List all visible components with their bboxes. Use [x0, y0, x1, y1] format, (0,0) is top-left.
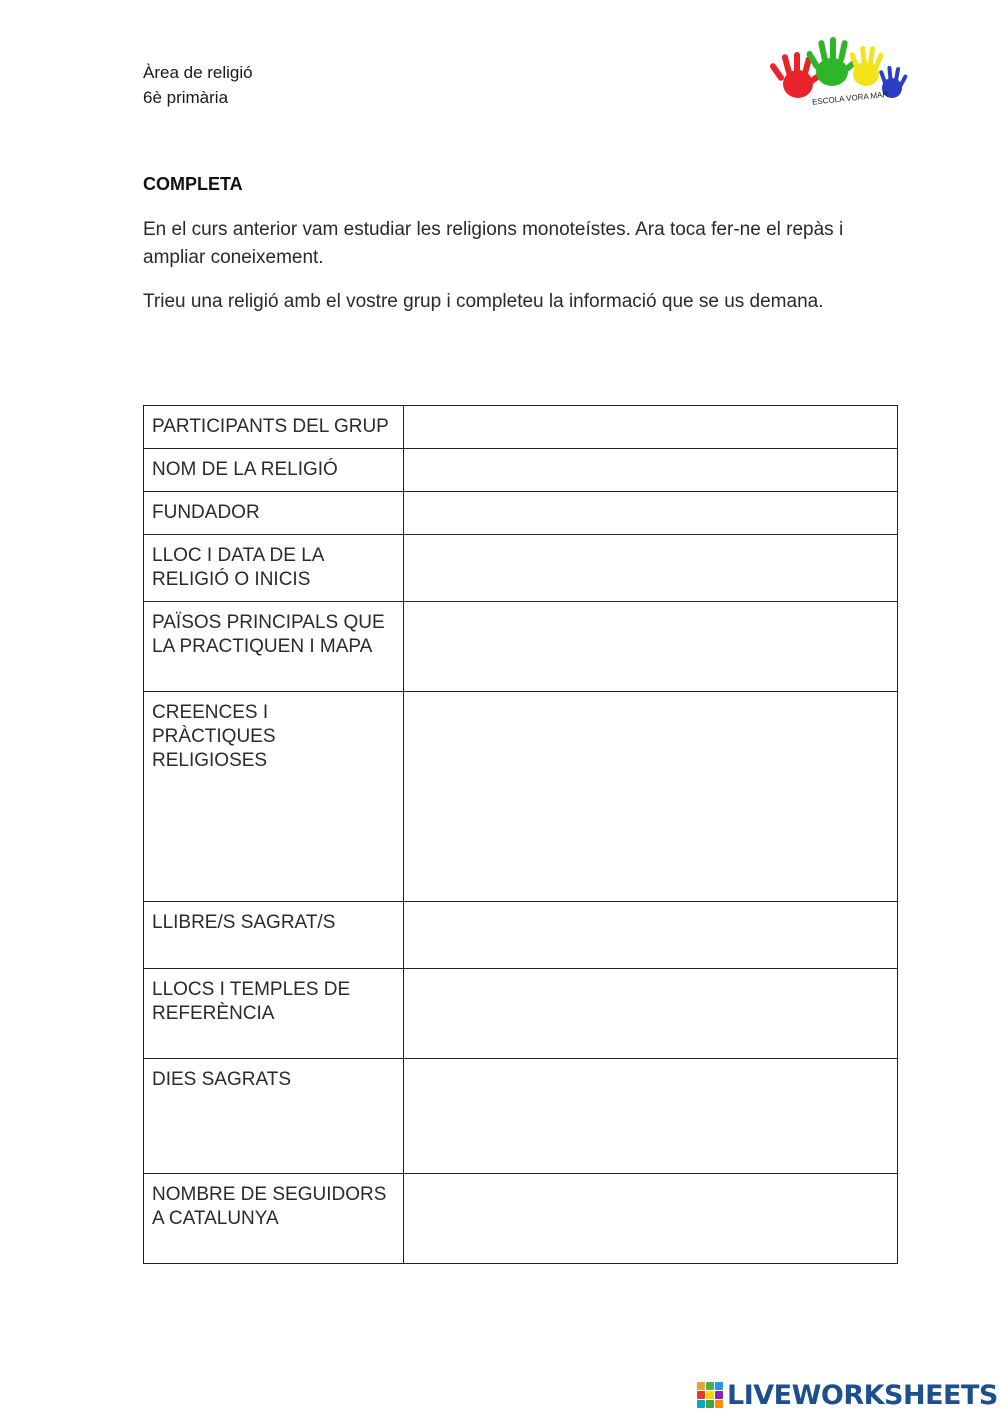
exercise-title: COMPLETA	[143, 174, 243, 194]
row-label-holy-days: DIES SAGRATS	[144, 1059, 404, 1174]
page-header	[143, 60, 253, 110]
row-label-beliefs: CREENCES I PRÀCTIQUES RELIGIOSES	[144, 692, 404, 902]
answer-field-sacred-books[interactable]	[404, 902, 898, 969]
liveworksheets-logo-icon	[697, 1382, 723, 1408]
worksheet-table	[143, 405, 898, 1264]
answer-field-followers[interactable]	[404, 1174, 898, 1264]
table-row	[144, 1059, 898, 1174]
row-label-sacred-books: LLIBRE/S SAGRAT/S	[144, 902, 404, 969]
row-label-temples: LLOCS I TEMPLES DE REFERÈNCIA	[144, 969, 404, 1059]
subject-line: Àrea de religió	[143, 63, 253, 82]
row-label-participants: PARTICIPANTS DEL GRUP	[144, 406, 404, 449]
answer-field-origin[interactable]	[404, 535, 898, 602]
instructions-paragraph: Trieu una religió amb el vostre grup i completeu la informació que se us demana.	[143, 291, 824, 312]
table-row	[144, 535, 898, 602]
table-row	[144, 449, 898, 492]
watermark-text: LIVEWORKSHEETS	[727, 1379, 998, 1411]
answer-field-countries[interactable]	[404, 602, 898, 692]
intro-paragraph: En el curs anterior vam estudiar les religions monoteístes. Ara toca fer-ne el repàs i ampliar coneixement.	[143, 219, 844, 268]
liveworksheets-watermark	[697, 1378, 998, 1412]
row-label-religion-name: NOM DE LA RELIGIÓ	[144, 449, 404, 492]
table-row	[144, 1174, 898, 1264]
table-row	[144, 602, 898, 692]
table-row	[144, 902, 898, 969]
table-row	[144, 406, 898, 449]
school-logo	[768, 34, 910, 106]
table-row	[144, 692, 898, 902]
table-row	[144, 492, 898, 535]
answer-field-religion-name[interactable]	[404, 449, 898, 492]
table-row	[144, 969, 898, 1059]
row-label-origin: LLOC I DATA DE LA RELIGIÓ O INICIS	[144, 535, 404, 602]
yellow-hand-icon	[849, 46, 884, 86]
row-label-founder: FUNDADOR	[144, 492, 404, 535]
row-label-countries: PAÏSOS PRINCIPALS QUE LA PRACTIQUEN I MAPA	[144, 602, 404, 692]
grade-line: 6è primària	[143, 88, 229, 107]
logo-caption: ESCOLA VORA MAR	[811, 89, 889, 106]
answer-field-temples[interactable]	[404, 969, 898, 1059]
answer-field-holy-days[interactable]	[404, 1059, 898, 1174]
answer-field-participants[interactable]	[404, 406, 898, 449]
row-label-followers: NOMBRE DE SEGUIDORS A CATALUNYA	[144, 1174, 404, 1264]
answer-field-founder[interactable]	[404, 492, 898, 535]
answer-field-beliefs[interactable]	[404, 692, 898, 902]
